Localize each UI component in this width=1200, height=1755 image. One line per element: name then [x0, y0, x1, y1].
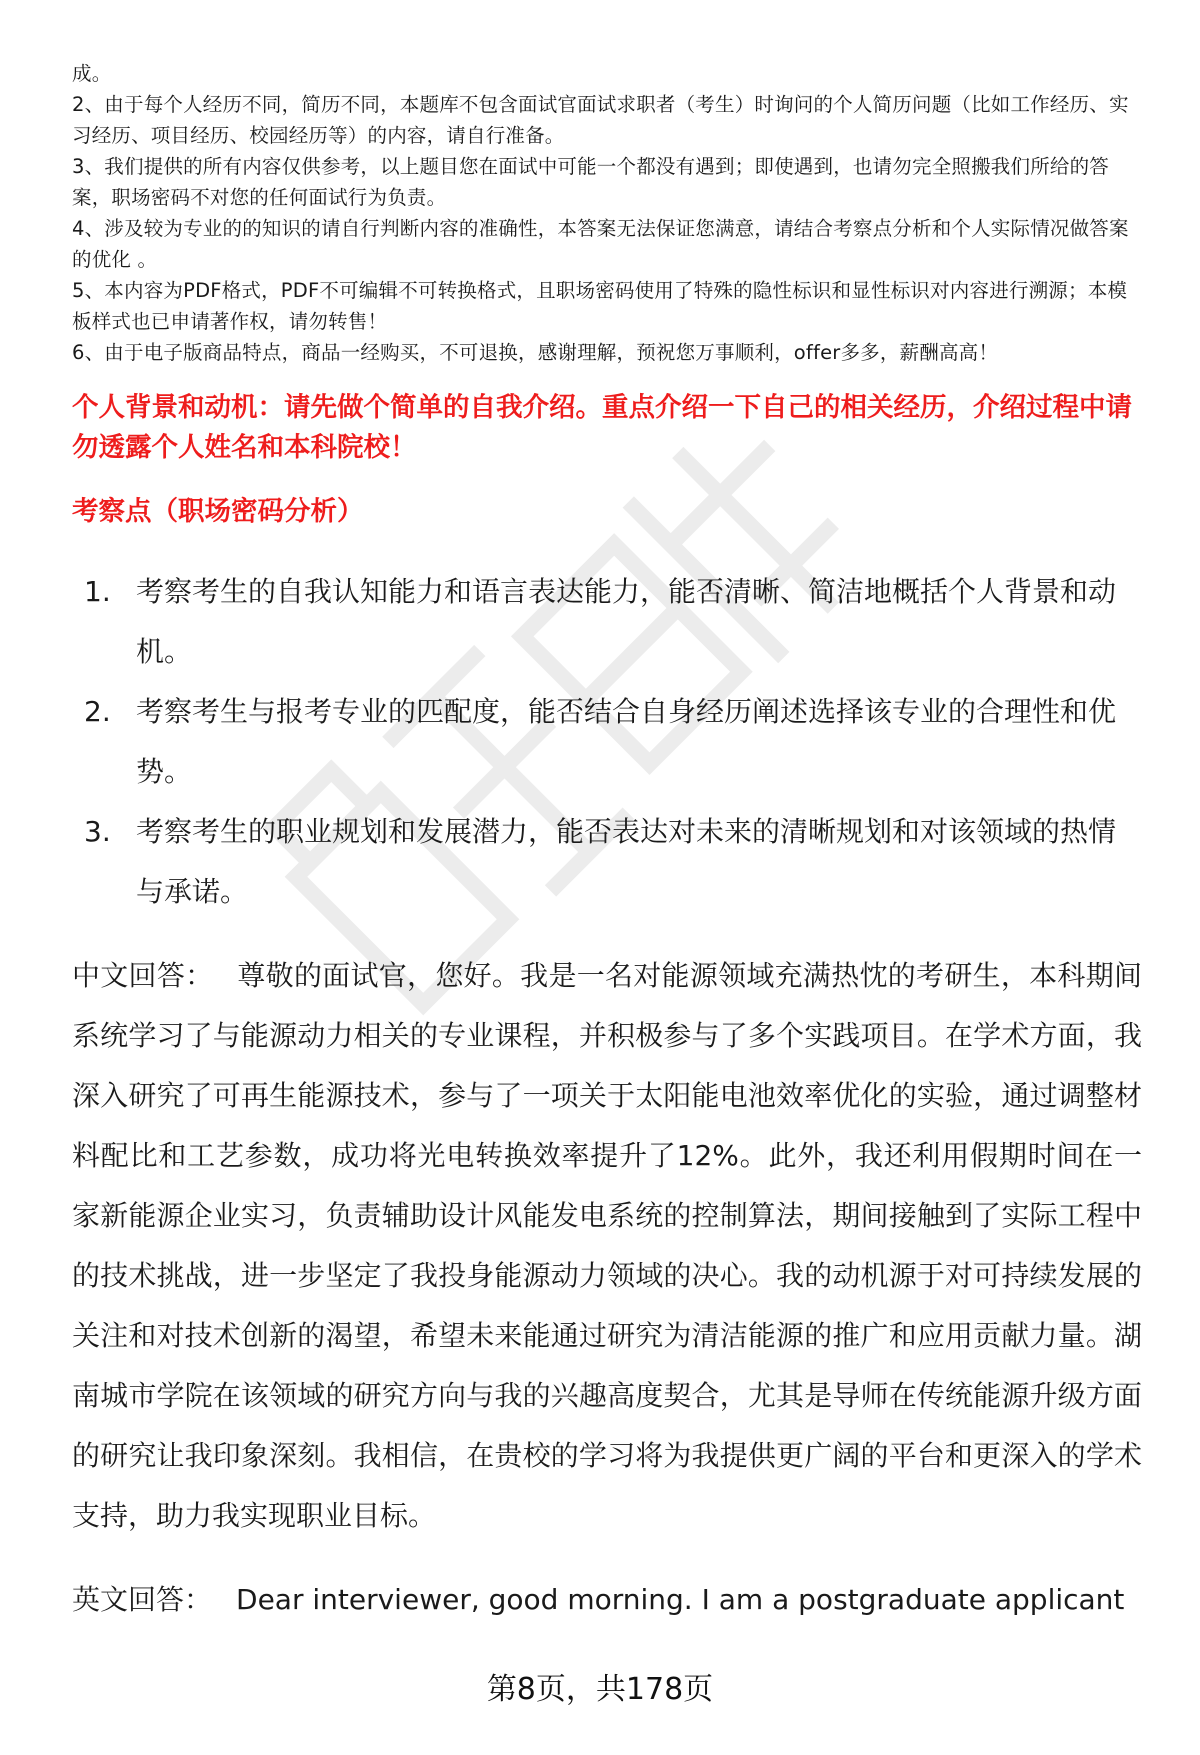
list-number: 3. [84, 815, 111, 848]
note-line: 成。 [72, 62, 112, 85]
english-answer-text: Dear interviewer, good morning. I am a postgraduate applicant [236, 1583, 1125, 1616]
list-item [72, 802, 1142, 922]
list-text: 考察考生的职业规划和发展潜力，能否表达对未来的清晰规划和对该领域的热情与承诺。 [136, 815, 1117, 908]
list-item [72, 562, 1142, 682]
list-text: 考察考生的自我认知能力和语言表达能力，能否清晰、简洁地概括个人背景和动机。 [136, 575, 1117, 668]
note-line: 3、我们提供的所有内容仅供参考，以上题目您在面试中可能一个都没有遇到；即使遇到，也请勿完全照搬我们所给的答案，职场密码不对您的任何面试行为负责。 [72, 155, 1110, 209]
note-line: 2、由于每个人经历不同，简历不同，本题库不包含面试官面试求职者（考生）时询问的个人简历问题（比如工作经历、实习经历、项目经历、校园经历等）的内容，请自行准备。 [72, 93, 1129, 147]
note-line: 6、由于电子版商品特点，商品一经购买，不可退换，感谢理解，预祝您万事顺利，offer多多，薪酬高高！ [72, 341, 999, 364]
note-line: 4、涉及较为专业的的知识的请自行判断内容的准确性，本答案无法保证您满意，请结合考察点分析和个人实际情况做答案的优化 。 [72, 217, 1129, 271]
document-page [72, 58, 1142, 1630]
list-number: 1. [84, 575, 111, 608]
chinese-answer-text: 尊敬的面试官，您好。我是一名对能源领域充满热忱的考研生，本科期间系统学习了与能源动力相关的专业课程，并积极参与了多个实践项目。在学术方面，我深入研究了可再生能源技术，参与了一项关于太阳能电池效率优化的实验，通过调整材料配比和工艺参数，成功将光电转换效率提升了12%。此外，我还利用假期时间在一家新能源企业实习，负责辅助设计风能发电系统的控制算法，期间接触到了实际工程中的技术挑战，进一步坚定了我投身能源动力领域的决心。我的动机源于对可持续发展的关注和对技术创新的渴望，希望未来能通过研究为清洁能源的推广和应用贡献力量。湖南城市学院在该领域的研究方向与我的兴趣高度契合，尤其是导师在传统能源升级方面的研究让我印象深刻。我相信，在贵校的学习将为我提供更广阔的平台和更深入的学术支持，助力我实现职业目标。 [72, 959, 1142, 1532]
chinese-answer [72, 946, 1142, 1546]
chinese-answer-label: 中文回答： [72, 959, 214, 992]
question-heading: 个人背景和动机：请先做个简单的自我介绍。重点介绍一下自己的相关经历，介绍过程中请勿透露个人姓名和本科院校！ [72, 392, 1132, 463]
list-number: 2. [84, 695, 111, 728]
page-footer: 第8页，共178页 [486, 1672, 714, 1707]
points-heading: 考察点（职场密码分析） [72, 496, 364, 527]
english-answer-label: 英文回答： [72, 1583, 213, 1616]
note-line: 5、本内容为PDF格式，PDF不可编辑不可转换格式，且职场密码使用了特殊的隐性标识和显性标识对内容进行溯源；本模板样式也已申请著作权，请勿转售！ [72, 279, 1128, 333]
list-text: 考察考生与报考专业的匹配度，能否结合自身经历阐述选择该专业的合理性和优势。 [136, 695, 1117, 788]
english-answer [72, 1570, 1142, 1630]
disclaimer-notes [72, 58, 1142, 368]
list-item [72, 682, 1142, 802]
points-list [72, 562, 1142, 922]
